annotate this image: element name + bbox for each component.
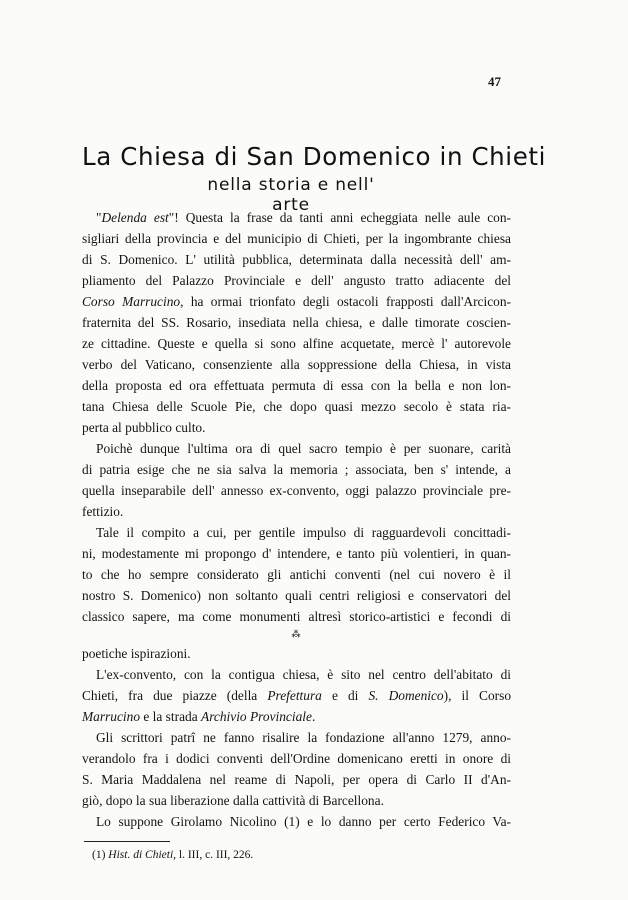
body-line: tana Chiesa delle Scuole Pie, che dopo quasi mezzo secolo è stata ria- xyxy=(82,399,511,414)
body-line: to che ho sempre considerato gli antichi conventi (nel cui novero è il xyxy=(82,567,511,582)
body-line: nostro S. Domenico) non soltanto quali centri religiosi e conservatori del xyxy=(82,588,511,603)
body-line: fettizio. xyxy=(82,504,124,519)
section-separator: ⁂ xyxy=(291,629,301,639)
body-line: di S. Domenico. L' utilità pubblica, determinata dalla necessità dell' am- xyxy=(82,252,511,267)
body-line: della proposta ed ora effettuata permuta di essa con la bella e non lon- xyxy=(82,378,511,393)
body-line: giò, dopo la sua liberazione dalla cattività di Barcellona. xyxy=(82,793,384,808)
body-line: pliamento del Palazzo Provinciale e dell' angusto tratto adiacente del xyxy=(82,273,511,288)
page-number: 47 xyxy=(488,74,501,89)
body-line: Gli scrittori patrî ne fanno risalire la fondazione all'anno 1279, anno- xyxy=(96,730,511,745)
body-line: Poichè dunque l'ultima ora di quel sacro tempio è per suonare, carità xyxy=(96,441,511,456)
article-subtitle: nella storia e nell' arte xyxy=(207,175,375,215)
body-line: poetiche ispirazioni. xyxy=(82,646,191,661)
body-line: di patria esige che ne sia salva la memoria ; associata, ben s' intende, a xyxy=(82,462,511,477)
body-line: ni, modestamente mi propongo d' intendere, e tanto più volentieri, in quan- xyxy=(82,546,511,561)
body-line: fraternita del SS. Rosario, insediata nella chiesa, e dalle timorate coscien- xyxy=(82,315,511,330)
body-line: Corso Marrucino, ha ormai trionfato degli ostacoli frapposti dall'Arcicon- xyxy=(82,294,511,309)
body-line: Lo suppone Girolamo Nicolino (1) e lo danno per certo Federico Va- xyxy=(96,814,511,829)
body-line: verandolo fra i dodici conventi dell'Ordine domenicano eretti in onore di xyxy=(82,751,511,766)
body-line: sigliari della provincia e del municipio di Chieti, per la ingombrante chiesa xyxy=(82,231,511,246)
article-title: La Chiesa di San Domenico in Chieti xyxy=(82,142,546,171)
body-line: Marrucino e la strada Archivio Provinciale. xyxy=(82,709,316,724)
body-line: verbo del Vaticano, consenziente alla soppressione della Chiesa, in vista xyxy=(82,357,511,372)
body-line: ze cittadine. Queste e quella si sono alfine acquetate, mercè l' autorevole xyxy=(82,336,511,351)
body-line: classico sapere, ma come monumenti altresì storico-artistici e fecondi di xyxy=(82,609,511,624)
footnote: (1) Hist. di Chieti, l. III, c. III, 226. xyxy=(92,849,254,861)
body-line: perta al pubblico culto. xyxy=(82,420,206,435)
body-line: Chieti, fra due piazze (della Prefettura e di S. Domenico), il Corso xyxy=(82,688,512,703)
body-line: Tale il compito a cui, per gentile impulso di ragguardevoli concittadi- xyxy=(96,525,511,540)
body-line: "Delenda est"! Questa la frase da tanti anni echeggiata nelle aule con- xyxy=(96,210,511,225)
footnote-rule xyxy=(84,841,170,842)
body-line: quella inseparabile dell' annesso ex-convento, oggi palazzo provinciale pre- xyxy=(82,483,511,498)
body-line: S. Maria Maddalena nel reame di Napoli, per opera di Carlo II d'An- xyxy=(82,772,511,787)
body-line: L'ex-convento, con la contigua chiesa, è sito nel centro dell'abitato di xyxy=(96,667,511,682)
